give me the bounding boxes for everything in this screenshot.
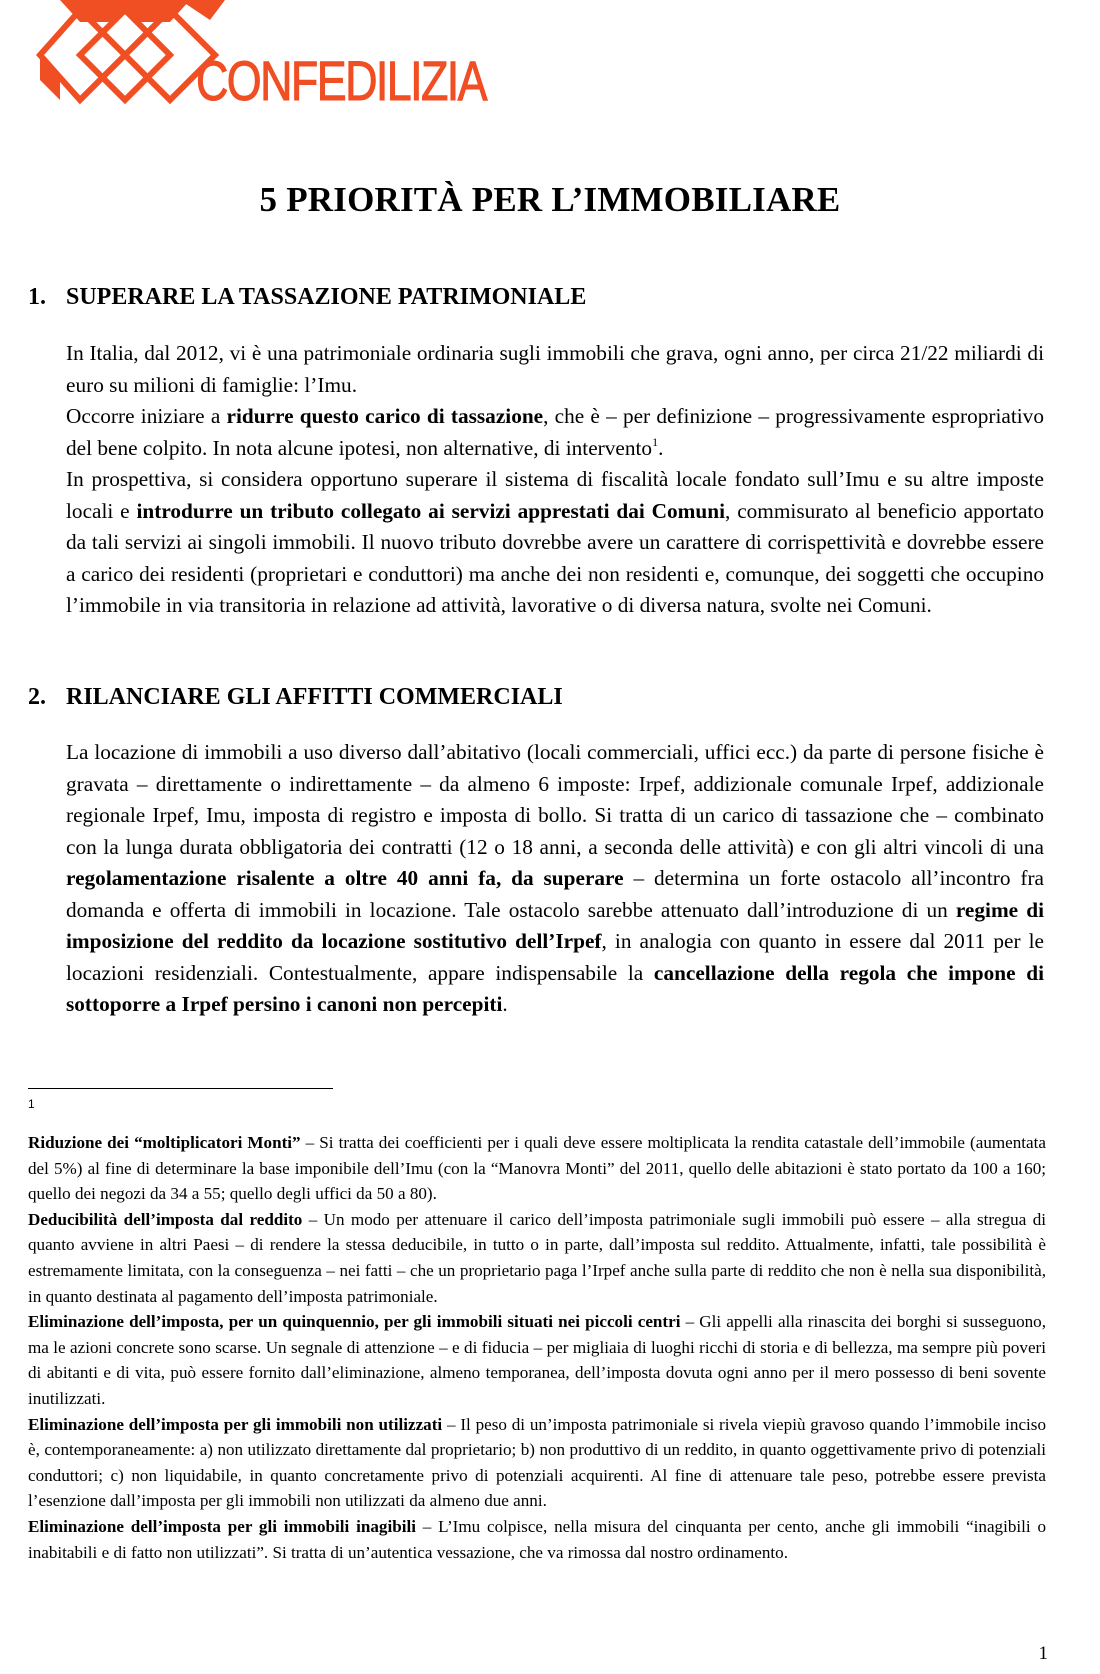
footnote-item (28, 1130, 1046, 1207)
emphasis-text: cancellazione della regola che impone di sottoporre a Irpef persino i canoni non percepiti (66, 960, 1044, 1016)
footnote-item (28, 1412, 1046, 1514)
page-number: 1 (1038, 1643, 1048, 1664)
paragraph-text: , commisurato al beneficio apportato da tali servizi ai singoli immobili. Il nuovo tributo dovrebbe avere un carattere di corrispettività e dovrebbe essere a carico dei residenti (proprietari e conduttori) ma anche dei non residenti e, comunque, dei soggetti che occupino l’immobile in via transitoria in relazione ad attività, lavorative o di diversa natura, svolte nei Comuni. (66, 498, 1044, 617)
footnote-heading: Riduzione dei “moltiplicatori Monti” (28, 1133, 301, 1152)
footnote-heading: Eliminazione dell’imposta per gli immobili inagibili (28, 1516, 416, 1536)
paragraph-text: Occorre iniziare a (66, 404, 227, 428)
footnote-text: – Un modo per attenuare il carico dell’imposta patrimoniale sugli immobili può essere – alla stregua di quanto avviene in altri Paesi – di rendere la stessa deducibile, in tutto o in parte, dall’imposta sul reddito. Attualmente, infatti, tale possibilità è estremamente limitata, con la conseguenza – nei fatti – che un proprietario paga l’Irpef anche sulla parte di reddito che non è nella sua disponibilità, in quanto destinata al pagamento dell’imposta patrimoniale. (28, 1209, 1046, 1306)
emphasis-text: regime di imposizione del reddito da locazione sostitutivo dell’Irpef (66, 897, 1044, 953)
footnote-separator (28, 1088, 333, 1089)
footnote-heading: Deducibilità dell’imposta dal reddito (28, 1209, 303, 1229)
footnote-text: – Il peso di un’imposta patrimoniale si rivela viepiù gravoso quando l’immobile inciso è, contemporaneamente: a) non utilizzato direttamente dal proprietario; b) non produttivo di un reddito, in quanto oggettivamente privo di potenziali conduttori; c) non liquidabile, in quanto concretamente privo di potenziali acquirenti. Al fine di attenuare tale peso, potrebbe essere prevista l’esenzione dall’imposta per gli immobili non utilizzati da almeno due anni. (28, 1414, 1046, 1511)
emphasis-text: ridurre questo carico di tassazione (226, 404, 544, 428)
paragraph-text: . (658, 435, 664, 460)
footnote-marker: 1 (28, 1097, 35, 1111)
paragraph-text: – determina un forte ostacolo all’incontro fra domanda e offerta di immobili in locazione. Tale ostacolo sarebbe attenuato dall’introduzione di un (66, 866, 1044, 922)
footnote-heading: Eliminazione dell’imposta, per un quinquennio, per gli immobili situati nei piccoli centri (28, 1312, 681, 1332)
section-body (66, 338, 1044, 622)
emphasis-text: introdurre un tributo collegato ai servizi apprestati dai Comuni (136, 498, 725, 523)
footnote-reference[interactable]: 1 (652, 434, 659, 449)
paragraph-text: . (502, 992, 508, 1016)
paragraph (66, 737, 1044, 1021)
paragraph-text: , che è – per definizione – progressivamente espropriativo del bene colpito. In nota alcune ipotesi, non alternative, di intervento (66, 404, 1044, 460)
section-title: RILANCIARE GLI AFFITTI COMMERCIALI (66, 684, 563, 710)
section-number: 1. (28, 284, 46, 310)
paragraph (66, 338, 1044, 401)
section-title: SUPERARE LA TASSAZIONE PATRIMONIALE (66, 284, 587, 310)
section-body (66, 737, 1044, 1021)
footnote-heading: Eliminazione dell’imposta per gli immobili non utilizzati (28, 1414, 443, 1434)
confedilizia-logo (40, 0, 490, 110)
paragraph (66, 464, 1044, 622)
section-heading (28, 684, 563, 711)
footnote-item (28, 1514, 1046, 1565)
section-number: 2. (28, 684, 46, 710)
footnote-item (28, 1309, 1046, 1411)
page-title: 5 PRIORITÀ PER L’IMMOBILIARE (259, 180, 841, 219)
footnote-text: – L’Imu colpisce, nella misura del cinquanta per cento, anche gli immobili “inagibili o inabitabili e di fatto non utilizzati”. Si tratta di un’autentica vessazione, che va rimossa dal nostro ordinamento. (28, 1516, 1046, 1562)
paragraph (66, 401, 1044, 464)
emphasis-text: regolamentazione risalente a oltre 40 anni fa, da superare (66, 866, 624, 890)
footnote-text: – Gli appelli alla rinascita dei borghi si susseguono, ma le azioni concrete sono scarse. Un segnale di attenzione – e di fiducia – per migliaia di luoghi ricchi di storia e di bellezza, ma sempre più poveri di abitanti e di vita, può essere fornito dall’eliminazione, almeno temporanea, dell’imposta dovuta ogni anno per il mero possesso di beni sovente inutilizzati. (28, 1312, 1046, 1408)
footnotes (28, 1130, 1046, 1565)
logo-wordmark: CONFEDILIZIA (196, 49, 489, 112)
paragraph-text: In prospettiva, si considera opportuno superare il sistema di fiscalità locale fondato sull’Imu e su altre imposte locali e (66, 467, 1044, 523)
paragraph-text: In Italia, dal 2012, vi è una patrimoniale ordinaria sugli immobili che grava, ogni anno, per circa 21/22 miliardi di euro su milioni di famiglie: l’Imu. (66, 341, 1044, 397)
paragraph-text: La locazione di immobili a uso diverso dall’abitativo (locali commerciali, uffici ecc.) da parte di persone fisiche è gravata – direttamente o indirettamente – da almeno 6 imposte: Irpef, addizionale comunale Irpef, addizionale regionale Irpef, Imu, imposta di registro e imposta di bollo. Si tratta di un carico di tassazione che – combinato con la lunga durata obbligatoria dei contratti (12 o 18 anni, a seconda delle attività) e con gli altri vincoli di una (66, 740, 1044, 859)
paragraph-text: , in analogia con quanto in essere dal 2011 per le locazioni residenziali. Contestualmente, appare indispensabile la (66, 929, 1044, 985)
footnote-text: – Si tratta dei coefficienti per i quali deve essere moltiplicata la rendita catastale dell’immobile (aumentata del 5%) al fine di determinare la base imponibile dell’Imu (con la “Manovra Monti” del 2011, quello delle abitazioni è stato portato da 100 a 160; quello dei negozi da 34 a 55; quello degli uffici da 50 a 80). (28, 1133, 1046, 1204)
section-heading (28, 284, 586, 311)
footnote-item (28, 1207, 1046, 1309)
